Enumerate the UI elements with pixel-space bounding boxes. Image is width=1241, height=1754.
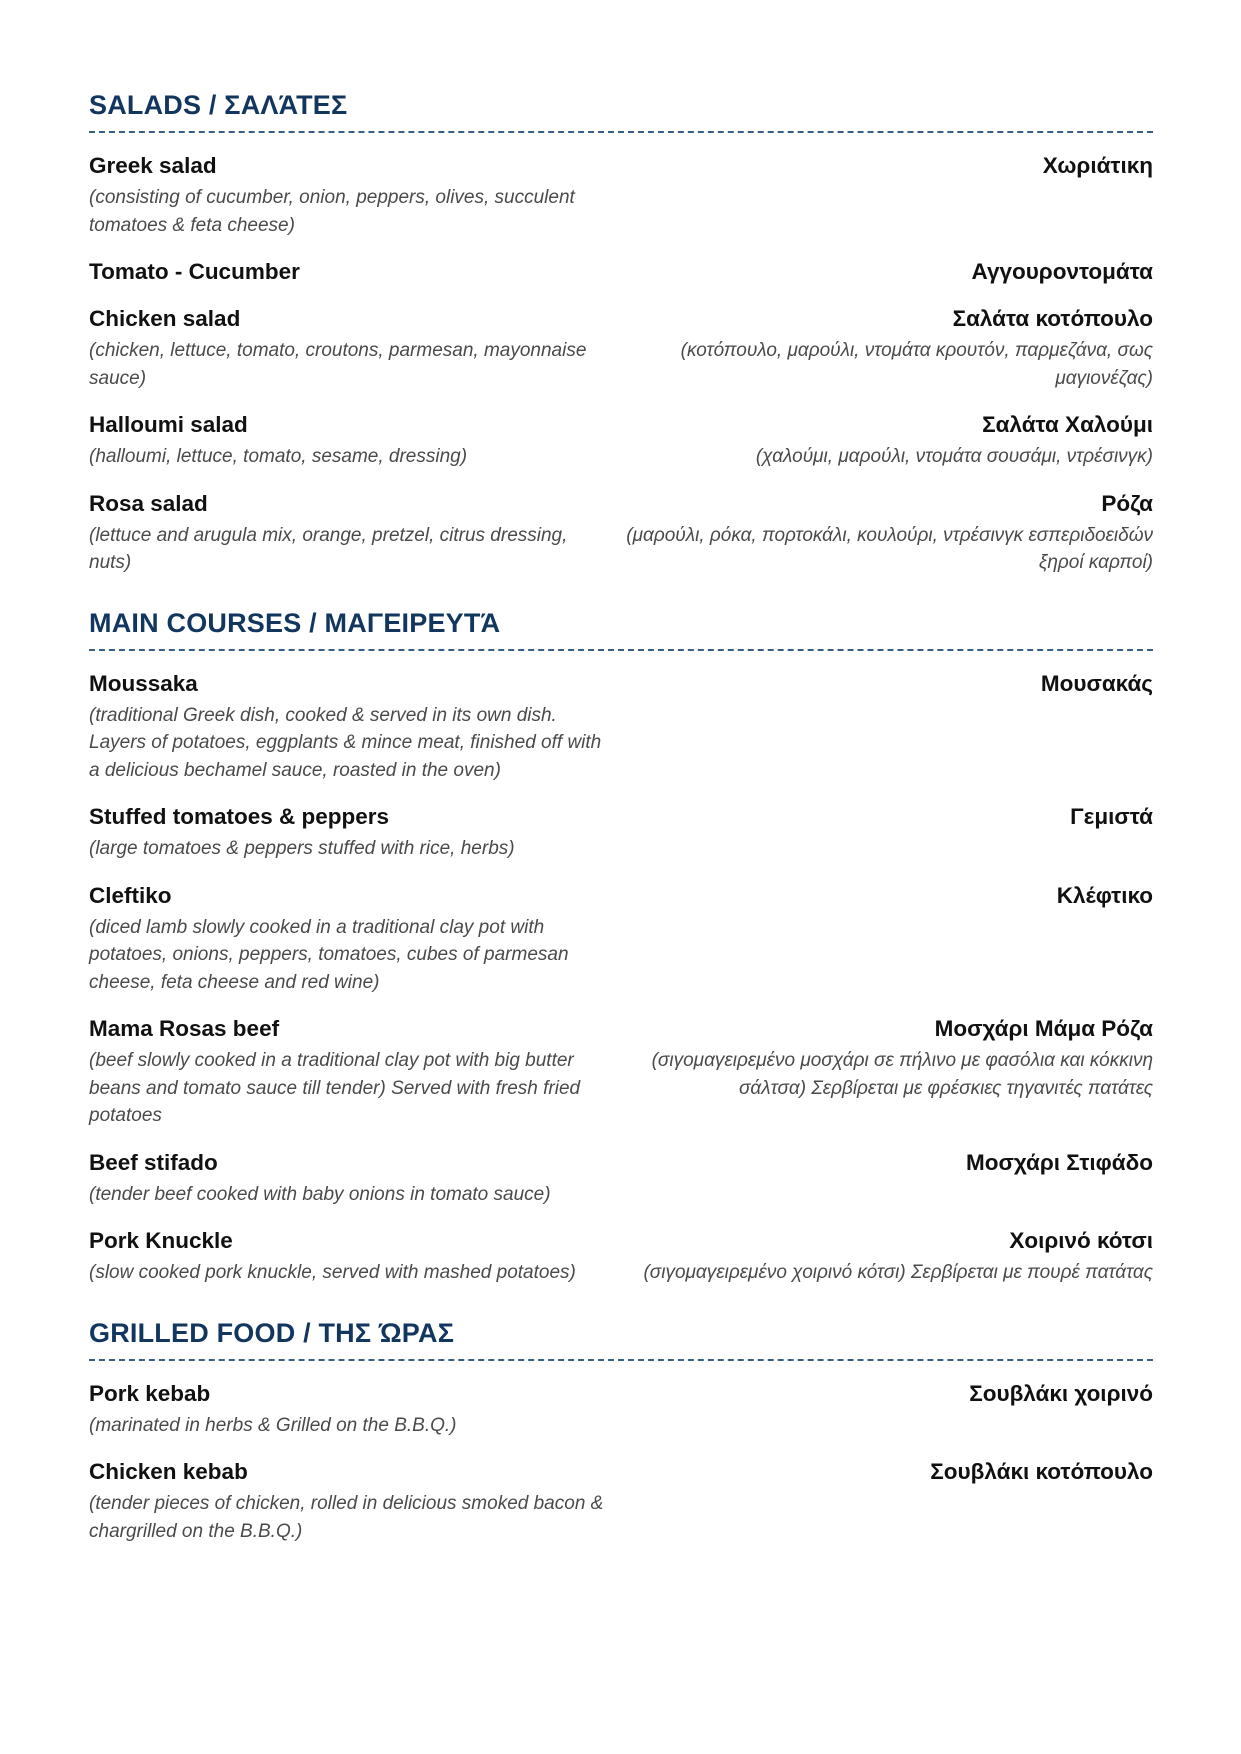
item-greek [613, 882, 1153, 997]
menu-item [89, 152, 1153, 239]
item-name-gr: Μοσχάρι Στιφάδο [966, 1149, 1153, 1175]
section-divider [89, 1359, 1153, 1361]
item-name-en: Beef stifado [89, 1149, 218, 1175]
item-name-en: Stuffed tomatoes & peppers [89, 804, 390, 829]
item-name-en: Pork Knuckle [89, 1228, 233, 1253]
item-english [89, 305, 607, 392]
section-main-courses [89, 604, 1153, 1287]
item-name-en: Rosa salad [89, 490, 208, 516]
item-greek [613, 258, 1153, 286]
menu-item [89, 1380, 1153, 1440]
item-desc-gr: (σιγομαγειρεμένο χοιρινό κότσι) Σερβίρεται με πουρέ πατάτας [643, 1262, 1153, 1283]
item-english [89, 1458, 607, 1545]
item-name-en: Chicken salad [89, 306, 241, 331]
item-name-gr: Χοιρινό κότσι [1009, 1228, 1153, 1253]
section-title: GRILLED FOOD / ΤΗΣ ΏΡΑΣ [89, 1317, 455, 1348]
item-desc-gr: (χαλούμι, μαρούλι, ντομάτα σουσάμι, ντρέσινγκ) [755, 446, 1153, 467]
item-desc-en: (slow cooked pork knuckle, served with mashed potatoes) [89, 1262, 576, 1283]
item-desc-en: (halloumi, lettuce, tomato, sesame, dressing) [89, 446, 468, 467]
item-greek [613, 803, 1153, 863]
item-desc-gr: (μαρούλι, ρόκα, πορτοκάλι, κουλούρι, ντρέσινγκ εσπεριδοειδών ξηροί καρποί) [626, 524, 1153, 573]
item-name-gr: Σουβλάκι κοτόπουλο [930, 1459, 1153, 1484]
item-desc-en: (lettuce and arugula mix, orange, pretzel, citrus dressing, nuts) [89, 524, 568, 573]
item-english [89, 1149, 607, 1209]
item-greek [613, 490, 1153, 577]
item-greek [613, 1227, 1153, 1287]
item-desc-gr: (σιγομαγειρεμένο μοσχάρι σε πήλινο με φασόλια και κόκκινη σάλτσα) Σερβίρεται με φρέσκιες τηγανιτές πατάτες [651, 1050, 1153, 1099]
item-name-en: Chicken kebab [89, 1459, 248, 1484]
item-greek [613, 152, 1153, 239]
item-name-gr: Σαλάτα Χαλούμι [982, 412, 1153, 437]
item-desc-en: (beef slowly cooked in a traditional clay pot with big butter beans and tomato sauce till tender) Served with fresh fried potatoes [89, 1050, 581, 1126]
item-name-en: Halloumi salad [89, 412, 248, 437]
section-salads [89, 86, 1153, 577]
item-desc-en: (large tomatoes & peppers stuffed with rice, herbs) [89, 838, 515, 859]
item-name-en: Moussaka [89, 670, 198, 696]
item-english [89, 490, 607, 577]
item-english [89, 670, 607, 785]
item-english [89, 1227, 607, 1287]
item-name-en: Tomato - Cucumber [89, 259, 300, 284]
item-desc-en: (tender pieces of chicken, rolled in delicious smoked bacon & chargrilled on the B.B.Q.) [89, 1493, 604, 1542]
item-desc-en: (marinated in herbs & Grilled on the B.B.Q.) [89, 1414, 457, 1436]
item-name-gr: Γεμιστά [1070, 804, 1153, 829]
menu-item [89, 411, 1153, 471]
menu-item [89, 882, 1153, 997]
item-name-gr: Μουσακάς [1040, 670, 1153, 696]
item-greek [613, 1015, 1153, 1130]
item-english [89, 411, 607, 471]
item-english [89, 1380, 607, 1440]
item-english [89, 882, 607, 997]
section-grilled-food [89, 1314, 1153, 1546]
item-greek [613, 1380, 1153, 1440]
item-english [89, 1015, 607, 1130]
item-name-gr: Σουβλάκι χοιρινό [969, 1380, 1153, 1406]
item-name-en: Mama Rosas beef [89, 1016, 280, 1041]
section-title: MAIN COURSES / ΜΑΓΕΙΡΕΥΤΆ [89, 607, 501, 638]
menu-item [89, 670, 1153, 785]
item-name-gr: Χωριάτικη [1042, 153, 1153, 178]
item-desc-en: (consisting of cucumber, onion, peppers, olives, succulent tomatoes & feta cheese) [89, 187, 575, 236]
section-divider [89, 131, 1153, 133]
item-english [89, 258, 607, 286]
item-english [89, 803, 607, 863]
item-desc-en: (tender beef cooked with baby onions in tomato sauce) [89, 1183, 551, 1205]
item-greek [613, 411, 1153, 471]
menu-page [89, 86, 1153, 1572]
item-desc-gr: (κοτόπουλο, μαρούλι, ντομάτα κρουτόν, παρμεζάνα, σως μαγιονέζας) [680, 340, 1153, 389]
menu-item [89, 1458, 1153, 1545]
item-desc-en: (diced lamb slowly cooked in a traditional clay pot with potatoes, onions, peppers, tomatoes, cubes of parmesan cheese, feta cheese and red wine) [89, 916, 569, 993]
section-title: SALADS / ΣΑΛΆΤΕΣ [89, 90, 348, 120]
item-greek [613, 1458, 1153, 1545]
item-name-gr: Μοσχάρι Μάμα Ρόζα [934, 1016, 1153, 1041]
menu-item [89, 490, 1153, 577]
item-greek [613, 670, 1153, 785]
item-name-gr: Αγγουροντομάτα [971, 259, 1153, 284]
item-desc-en: (traditional Greek dish, cooked & served in its own dish. Layers of potatoes, eggplants & mince meat, finished off with a delicious bechamel sauce, roasted in the oven) [89, 704, 602, 781]
item-greek [613, 1149, 1153, 1209]
menu-item [89, 803, 1153, 863]
item-english [89, 152, 607, 239]
item-greek [613, 305, 1153, 392]
menu-item [89, 1149, 1153, 1209]
item-desc-en: (chicken, lettuce, tomato, croutons, parmesan, mayonnaise sauce) [89, 340, 587, 389]
item-name-en: Greek salad [89, 153, 217, 178]
menu-item [89, 1227, 1153, 1287]
item-name-en: Pork kebab [89, 1380, 211, 1406]
item-name-en: Cleftiko [89, 882, 172, 908]
item-name-gr: Ρόζα [1101, 490, 1153, 516]
item-name-gr: Σαλάτα κοτόπουλο [952, 306, 1153, 331]
menu-item [89, 305, 1153, 392]
item-name-gr: Κλέφτικο [1056, 882, 1153, 908]
menu-item [89, 1015, 1153, 1130]
menu-item [89, 258, 1153, 286]
section-divider [89, 649, 1153, 651]
